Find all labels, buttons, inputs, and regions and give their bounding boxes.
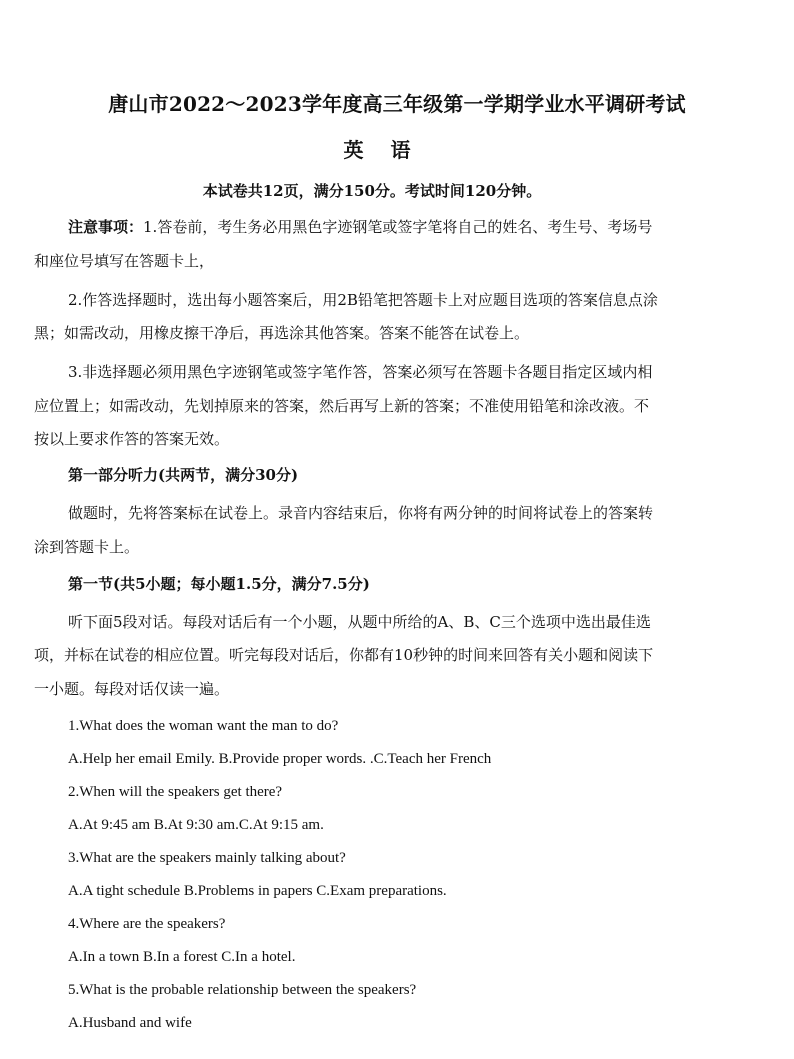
notice-item-1-text: 1.答卷前，考生务必用黑色字迹钢笔或签字笔将自己的姓名、考生号、考场号	[143, 218, 653, 236]
question-2-options: A.At 9:45 am B.At 9:30 am.C.At 9:15 am.	[68, 817, 324, 833]
notice-line-6: 应位置上；如需改动，先划掉原来的答案，然后再写上新的答案；不准使用铅笔和涂改液。不	[34, 397, 650, 415]
question-5: 5.What is the probable relationship between the speakers?	[68, 982, 417, 998]
section1-instructions-line-3: 一小题。每段对话仅读一遍。	[34, 680, 230, 698]
section1-heading: 第一节(共5小题；每小题1.5分，满分7.5分)	[68, 575, 370, 593]
notice-line-4: 黑；如需改动，用橡皮擦干净后，再选涂其他答案。答案不能答在试卷上。	[34, 324, 530, 342]
question-4: 4.Where are the speakers?	[68, 916, 226, 932]
notice-line-1	[68, 217, 652, 237]
notice-heading: 注意事项：	[68, 218, 144, 236]
question-5-options: A.Husband and wife	[68, 1015, 192, 1031]
section1-instructions-line-1: 听下面5段对话。每段对话后有一个小题，从题中所给的A、B、C三个选项中选出最佳选	[68, 613, 651, 631]
question-3: 3.What are the speakers mainly talking about?	[68, 850, 346, 866]
part1-heading: 第一部分听力(共两节，满分30分)	[68, 466, 299, 484]
notice-line-7: 按以上要求作答的答案无效。	[34, 430, 230, 448]
question-2: 2.When will the speakers get there?	[68, 784, 283, 800]
question-3-options: A.A tight schedule B.Problems in papers C.Exam preparations.	[68, 883, 447, 899]
part1-instructions-line-2: 涂到答题卡上。	[34, 538, 140, 556]
question-1-options: A.Help her email Emily. B.Provide proper words. .C.Teach her French	[68, 751, 492, 767]
exam-info: 本试卷共12页，满分150分。考试时间120分钟。	[202, 182, 542, 200]
question-1: 1.What does the woman want the man to do?	[68, 718, 339, 734]
section1-instructions-line-2: 项，并标在试卷的相应位置。听完每段对话后，你都有10秒钟的时间来回答有关小题和阅读下	[34, 646, 654, 664]
notice-line-3: 2.作答选择题时，选出每小题答案后，用2B铅笔把答题卡上对应题目选项的答案信息点涂	[68, 291, 658, 309]
part1-instructions-line-1: 做题时，先将答案标在试卷上。录音内容结束后，你将有两分钟的时间将试卷上的答案转	[68, 504, 654, 522]
notice-line-2: 和座位号填写在答题卡上，	[34, 252, 215, 270]
question-4-options: A.In a town B.In a forest C.In a hotel.	[68, 949, 296, 965]
page-title: 唐山市2022～2023学年度高三年级第一学期学业水平调研考试	[108, 92, 686, 116]
subject-title: 英 语	[343, 138, 421, 162]
notice-line-5: 3.非选择题必须用黑色字迹钢笔或签字笔作答，答案必须写在答题卡各题目指定区域内相	[68, 363, 653, 381]
